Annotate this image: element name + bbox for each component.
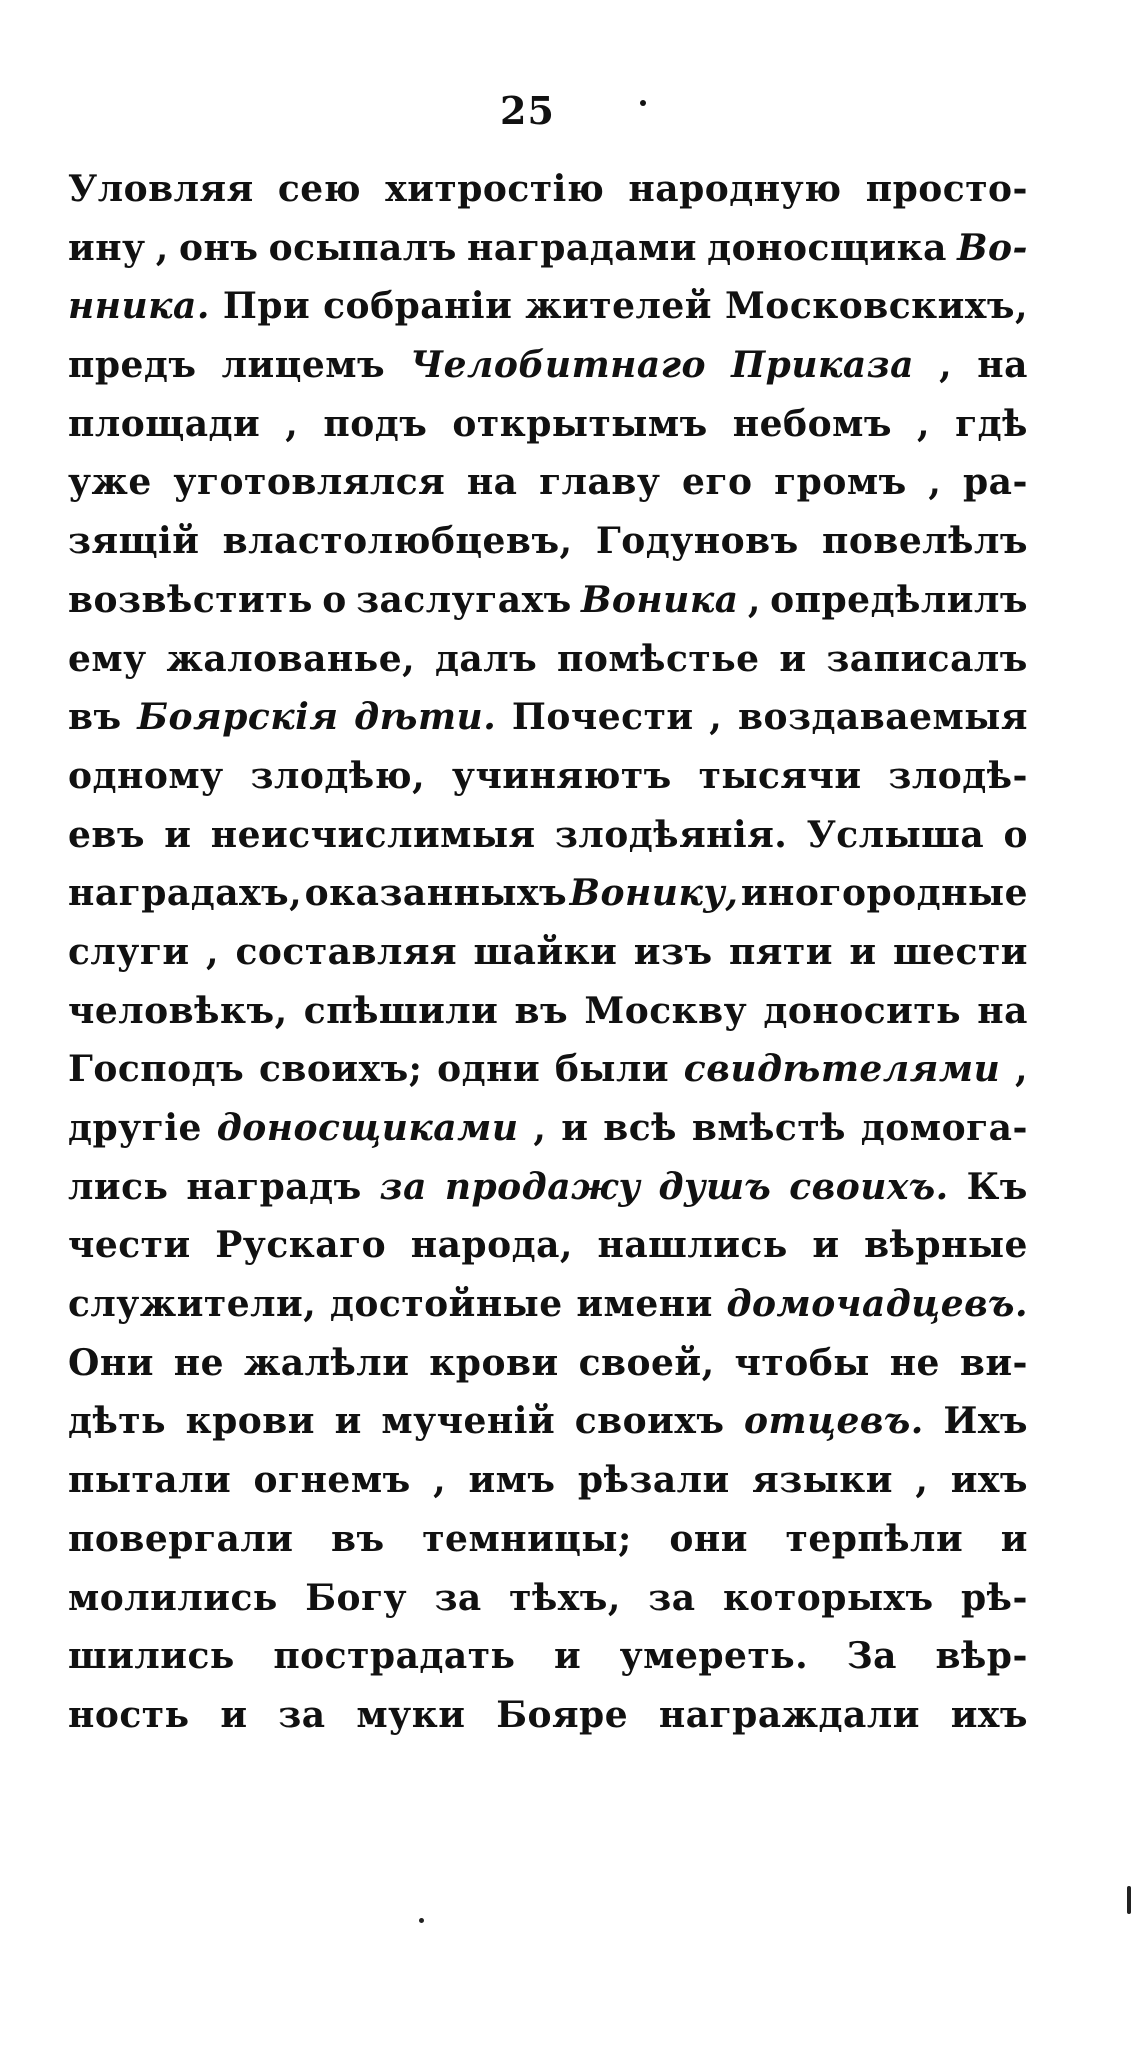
text-line (68, 1334, 1028, 1393)
body-text (68, 160, 1028, 1745)
word: , (533, 1107, 547, 1149)
text-line (68, 688, 1028, 747)
word: жалѣли (243, 1341, 410, 1384)
word: Почести (511, 696, 694, 739)
word: муки (356, 1693, 466, 1736)
word: огнемъ (253, 1459, 411, 1502)
word: лицемъ (221, 344, 386, 387)
word: языки (752, 1459, 893, 1502)
text-line (68, 1451, 1028, 1510)
word: они (669, 1517, 748, 1560)
word: другіе (68, 1107, 202, 1149)
word: наградахъ, (68, 872, 303, 915)
text-line (68, 1040, 1028, 1099)
text-line (68, 453, 1028, 512)
word: Во- (957, 226, 1028, 269)
word: Приказа (731, 344, 914, 387)
word: въ (514, 989, 569, 1032)
word: чтобы (734, 1341, 870, 1384)
header-dot (640, 100, 646, 106)
word: народную (628, 168, 842, 210)
word: осыпалъ (268, 226, 457, 269)
word: отцевъ. (744, 1400, 924, 1443)
word: пытали (68, 1459, 232, 1502)
text-line (68, 1510, 1028, 1569)
word: ихъ (950, 1693, 1028, 1736)
word: При (222, 285, 311, 328)
text-line (68, 747, 1028, 806)
word: Бояре (496, 1693, 629, 1736)
word: доносщика (707, 226, 947, 269)
word: и (849, 930, 877, 973)
word: Къ (966, 1165, 1028, 1208)
word: на (466, 461, 518, 504)
word: записалъ (826, 637, 1028, 680)
word: злодѣю, (250, 754, 426, 797)
word: и (812, 1224, 840, 1267)
word: Московскихъ, (724, 285, 1028, 328)
word: въ (331, 1517, 385, 1560)
word: Ихъ (943, 1400, 1028, 1443)
word: уже (68, 461, 152, 504)
word: повергали (68, 1517, 294, 1560)
word: которыхъ (722, 1576, 934, 1619)
word: его (682, 461, 753, 504)
word: и (164, 813, 192, 856)
word: Москву (584, 989, 748, 1032)
text-line (68, 806, 1028, 865)
page-number: 25 (500, 88, 555, 133)
word: Они (68, 1341, 154, 1384)
word: составляя (235, 930, 458, 973)
word: Богу (305, 1576, 408, 1619)
word: , (928, 461, 942, 504)
word: возвѣстить (68, 578, 313, 621)
word: шились (68, 1635, 235, 1678)
word: сею (277, 168, 362, 210)
word: своихъ; (258, 1048, 423, 1091)
word: на (977, 989, 1028, 1032)
text-line (68, 1099, 1028, 1158)
word: неисчислимыя (210, 813, 536, 856)
word: тысячи (698, 754, 862, 797)
word: нника. (68, 285, 210, 328)
word: громъ (774, 461, 907, 504)
text-line (68, 630, 1028, 689)
word: не (889, 1341, 940, 1384)
stray-mark-dot (419, 1918, 424, 1923)
word: человѣкъ, (68, 989, 288, 1032)
word: зящій (68, 520, 200, 563)
word: домочадцевъ. (726, 1283, 1028, 1326)
word: властолюбцевъ, (222, 520, 573, 563)
word: дѣти. (354, 696, 497, 739)
word: помѣстье (557, 637, 760, 680)
word: домога- (860, 1107, 1028, 1149)
word: шайки (473, 930, 618, 973)
word: и (1000, 1517, 1028, 1560)
word: душъ (658, 1165, 772, 1208)
word: жалованье, (166, 637, 416, 680)
word: злодѣянія. (554, 813, 788, 856)
text-line (68, 1158, 1028, 1217)
word: спѣшили (303, 989, 499, 1032)
word: уготовлялся (173, 461, 446, 504)
word: вѣр- (935, 1635, 1028, 1678)
word: Челобитнаго (410, 344, 707, 387)
word: ви- (959, 1341, 1028, 1384)
word: , (1014, 1048, 1028, 1091)
word: , (433, 1459, 447, 1502)
word: хитростію (385, 168, 605, 210)
word: Воника (580, 578, 739, 621)
word: воздаваемыя (737, 696, 1028, 739)
word: о (322, 578, 347, 621)
word: и (553, 1635, 582, 1678)
text-line (68, 1569, 1028, 1628)
word: вѣрные (864, 1224, 1028, 1267)
word: и (561, 1107, 589, 1149)
word: молились (68, 1576, 278, 1619)
text-line (68, 395, 1028, 454)
word: За (846, 1635, 897, 1678)
text-line (68, 219, 1028, 278)
word: крови (185, 1400, 316, 1443)
word: , (939, 344, 953, 387)
word: , (709, 696, 723, 739)
text-line (68, 1686, 1028, 1745)
word: умереть. (619, 1635, 809, 1678)
word: пяти (728, 930, 833, 973)
text-line (68, 1392, 1028, 1451)
text-line (68, 277, 1028, 336)
word: рѣ- (960, 1576, 1028, 1619)
word: достойные (329, 1283, 563, 1326)
word: своихъ. (789, 1165, 949, 1208)
word: нашлись (597, 1224, 788, 1267)
word: опредѣлилъ (770, 578, 1028, 621)
word: и (334, 1400, 362, 1443)
word: Услыша (806, 813, 985, 856)
word: Уловляя (68, 168, 254, 210)
word: Господъ (68, 1048, 245, 1091)
word: своей, (578, 1341, 715, 1384)
word: ихъ (950, 1459, 1028, 1502)
word: Годуновъ (595, 520, 799, 563)
word: темницы; (422, 1517, 632, 1560)
word: Вонику, (569, 872, 739, 915)
word: ему (68, 637, 147, 680)
word: свидѣтелями (683, 1048, 1001, 1091)
stray-mark-tick (1127, 1886, 1131, 1914)
word: тѣхъ, (509, 1576, 621, 1619)
word: имъ (468, 1459, 556, 1502)
word: имени (576, 1283, 713, 1326)
word: за (278, 1693, 326, 1736)
word: площади (68, 402, 261, 445)
word: , (747, 578, 761, 621)
word: на (977, 344, 1028, 387)
word: Рускаго (215, 1224, 387, 1267)
word: народа, (410, 1224, 573, 1267)
word: , (206, 930, 220, 973)
text-line (68, 982, 1028, 1041)
word: жителей (525, 285, 713, 328)
word: вмѣстѣ (691, 1107, 846, 1149)
word: продажу (444, 1165, 641, 1208)
text-line (68, 160, 1028, 219)
word: о (1003, 813, 1028, 856)
word: одному (68, 754, 224, 797)
word: просто- (865, 168, 1028, 210)
word: терпѣли (785, 1517, 964, 1560)
word: главу (539, 461, 661, 504)
word: наградъ (186, 1165, 362, 1208)
word: мученій (381, 1400, 556, 1443)
word: доносить (763, 989, 962, 1032)
word: награждали (658, 1693, 920, 1736)
word: и (779, 637, 807, 680)
word: учиняютъ (451, 754, 672, 797)
word: гдѣ (955, 402, 1028, 445)
text-line (68, 512, 1028, 571)
word: ину (68, 226, 146, 269)
word: предъ (68, 344, 197, 387)
word: повелѣлъ (822, 520, 1028, 563)
word: небомъ (732, 402, 892, 445)
word: подъ (323, 402, 428, 445)
word: изъ (633, 930, 713, 973)
word: онъ (178, 226, 259, 269)
word: за (648, 1576, 696, 1619)
word: заслугахъ (356, 578, 572, 621)
text-line (68, 571, 1028, 630)
word: всѣ (603, 1107, 677, 1149)
text-line (68, 923, 1028, 982)
word: доносщиками (216, 1107, 519, 1149)
word: чести (68, 1224, 191, 1267)
word: ра- (962, 461, 1028, 504)
word: шести (892, 930, 1028, 973)
word: иногородные (740, 872, 1028, 915)
word: , (285, 402, 299, 445)
text-line (68, 336, 1028, 395)
word: пострадать (273, 1635, 516, 1678)
word: дѣть (68, 1400, 167, 1443)
word: злодѣ- (888, 754, 1028, 797)
word: , (915, 1459, 929, 1502)
text-line (68, 864, 1028, 923)
word: и (220, 1693, 248, 1736)
word: оказанныхъ (304, 872, 568, 915)
word: не (173, 1341, 225, 1384)
word: наградами (466, 226, 697, 269)
word: , (917, 402, 931, 445)
word: ность (68, 1693, 190, 1736)
word: далъ (434, 637, 538, 680)
word: лись (68, 1165, 169, 1208)
word: одни (437, 1048, 541, 1091)
word: служители, (68, 1283, 317, 1326)
text-line (68, 1275, 1028, 1334)
word: крови (429, 1341, 559, 1384)
word: за (434, 1576, 482, 1619)
word: рѣзали (577, 1459, 730, 1502)
word: слуги (68, 930, 190, 973)
word: собраніи (323, 285, 513, 328)
word: евъ (68, 813, 146, 856)
word: за (379, 1165, 427, 1208)
word: въ (68, 696, 122, 739)
word: были (554, 1048, 670, 1091)
word: Боярскія (137, 696, 339, 739)
word: открытымъ (452, 402, 708, 445)
text-line (68, 1627, 1028, 1686)
word: своихъ (574, 1400, 725, 1443)
text-line (68, 1216, 1028, 1275)
word: , (155, 226, 169, 269)
